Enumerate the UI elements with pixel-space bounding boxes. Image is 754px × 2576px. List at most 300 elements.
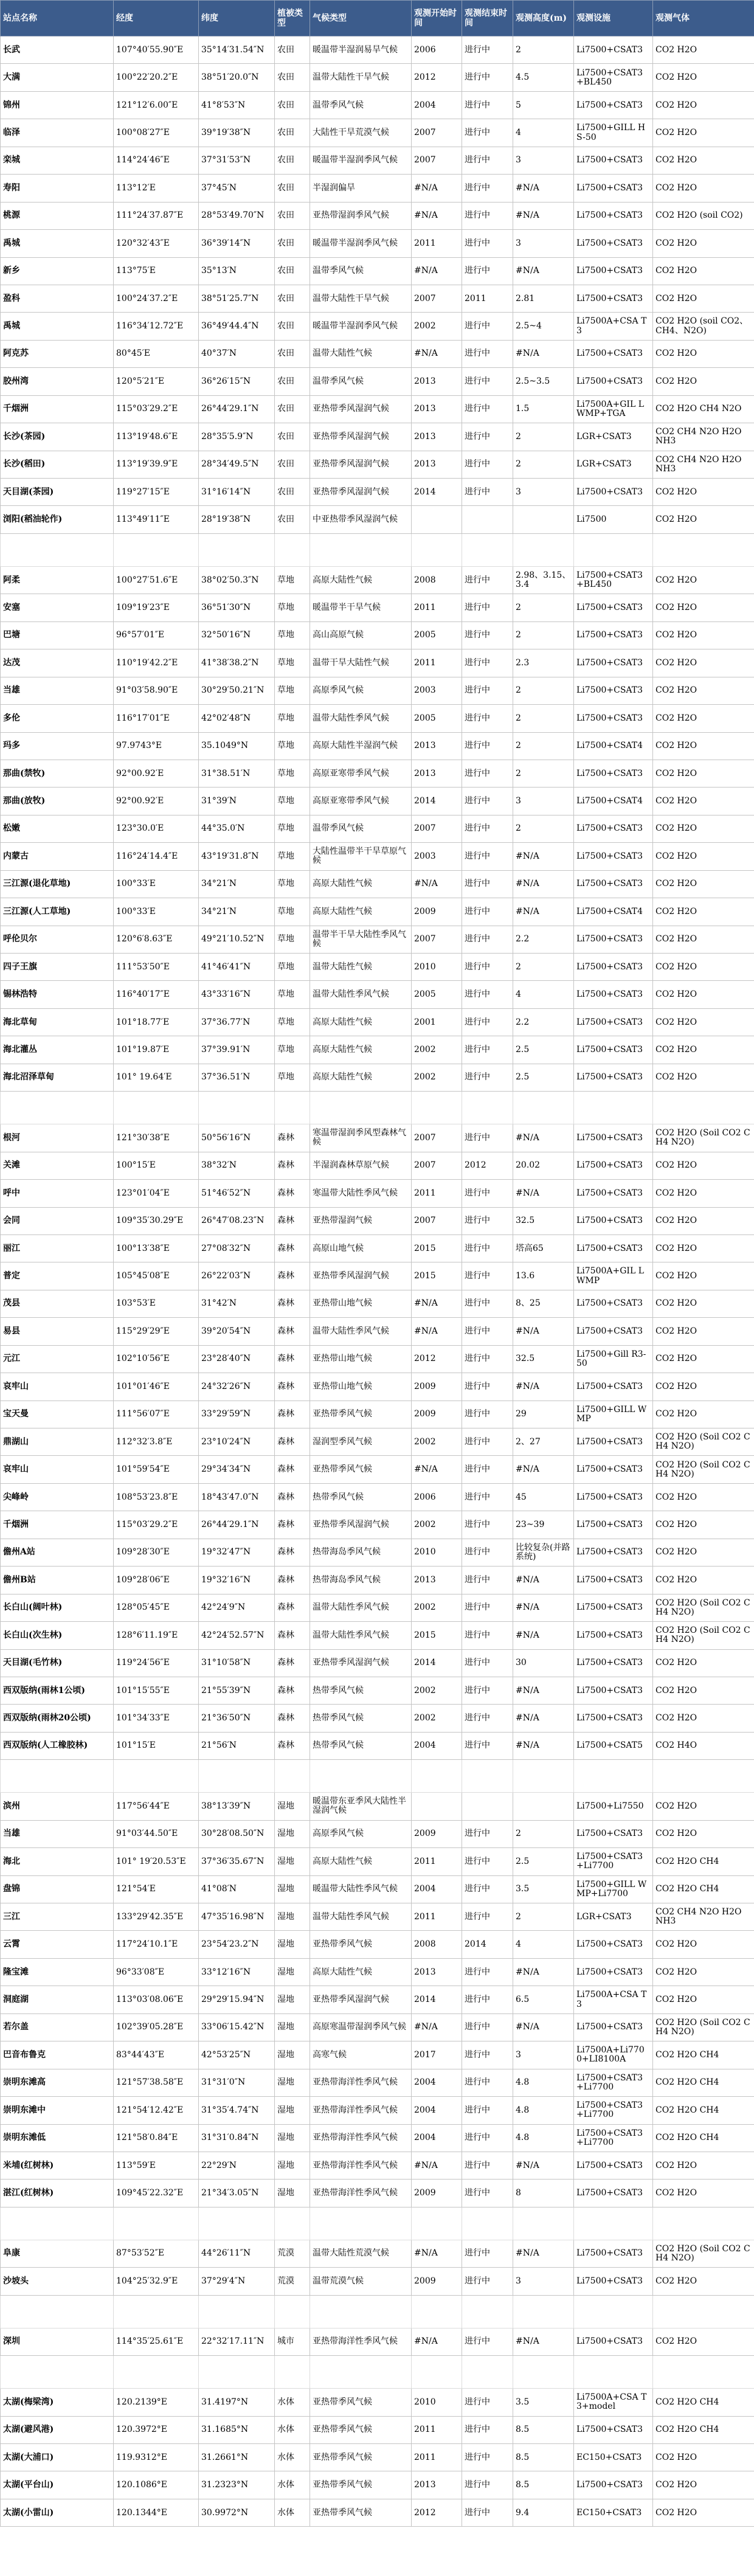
table-row xyxy=(1,677,754,704)
climate-cell: 温带大陆性气候 xyxy=(310,340,412,367)
climate-cell: 高原季风气候 xyxy=(310,677,412,704)
gases-cell: CO2 H2O CH4 xyxy=(653,2097,754,2124)
gases-cell: CO2 H2O xyxy=(653,340,754,367)
climate-cell: 温带干旱大陆性气候 xyxy=(310,649,412,677)
start-time-cell: 2006 xyxy=(412,36,462,64)
end-time-cell: 进行中 xyxy=(462,1124,513,1152)
vegetation-cell: 荒漠 xyxy=(275,2268,310,2295)
climate-cell: 温带季风气候 xyxy=(310,368,412,395)
vegetation-cell: 水体 xyxy=(275,2416,310,2443)
station-name-cell: 普定 xyxy=(1,1262,114,1290)
vegetation-cell: 湿地 xyxy=(275,1958,310,1986)
latitude-cell: 31°38.51′N xyxy=(199,760,275,787)
start-time-cell: 2014 xyxy=(412,1986,462,2013)
separator-cell xyxy=(275,1760,310,1793)
instruments-cell: Li7500+CSAT3 xyxy=(574,760,653,787)
table-row xyxy=(1,1036,754,1064)
table-row xyxy=(1,2152,754,2179)
latitude-cell: 36°51′30″N xyxy=(199,594,275,621)
instruments-cell: Li7500+CSAT3 xyxy=(574,368,653,395)
start-time-cell: 2010 xyxy=(412,2389,462,2416)
vegetation-cell: 草地 xyxy=(275,870,310,898)
start-time-cell: 2008 xyxy=(412,1931,462,1958)
end-time-cell: 进行中 xyxy=(462,36,513,64)
longitude-cell: 109°35′30.29″E xyxy=(114,1207,199,1234)
table-row xyxy=(1,1180,754,1207)
table-row xyxy=(1,649,754,677)
start-time-cell: 2011 xyxy=(412,1180,462,1207)
climate-cell: 温带大陆性干旱气候 xyxy=(310,64,412,91)
gases-cell: CO2 H2O CH4 xyxy=(653,2416,754,2443)
station-name-cell: 崇明东滩中 xyxy=(1,2097,114,2124)
instruments-cell: Li7500A+CSA T3 xyxy=(574,313,653,340)
gases-cell: CO2 H2O CH4 xyxy=(653,2041,754,2069)
end-time-cell: 进行中 xyxy=(462,368,513,395)
vegetation-cell: 湿地 xyxy=(275,1820,310,1847)
station-name-cell: 深圳 xyxy=(1,2328,114,2355)
height-cell: #N/A xyxy=(513,2152,574,2179)
climate-cell: 暖温带半湿润季风气候 xyxy=(310,230,412,257)
vegetation-cell: 森林 xyxy=(275,1594,310,1621)
height-cell: 5 xyxy=(513,91,574,119)
start-time-cell: 2015 xyxy=(412,1262,462,1290)
latitude-cell: 38°02′50.3″N xyxy=(199,566,275,594)
gases-cell: CO2 H2O xyxy=(653,870,754,898)
end-time-cell: 进行中 xyxy=(462,1820,513,1847)
station-name-cell: 太湖(避风港) xyxy=(1,2416,114,2443)
end-time-cell: 进行中 xyxy=(462,760,513,787)
separator-cell xyxy=(275,2207,310,2240)
gases-cell: CO2 H2O xyxy=(653,1318,754,1345)
longitude-cell: 116°40′17″E xyxy=(114,981,199,1008)
instruments-cell: Li7500+CSAT3 xyxy=(574,36,653,64)
separator-cell xyxy=(1,2295,114,2328)
start-time-cell: 2007 xyxy=(412,119,462,147)
station-name-cell: 长白山(阔叶林) xyxy=(1,1594,114,1621)
separator-cell xyxy=(653,1760,754,1793)
vegetation-cell: 草地 xyxy=(275,760,310,787)
vegetation-cell: 农田 xyxy=(275,119,310,147)
separator-cell xyxy=(513,2295,574,2328)
start-time-cell: 2003 xyxy=(412,677,462,704)
separator-cell xyxy=(513,2207,574,2240)
separator-cell xyxy=(412,1092,462,1124)
longitude-cell: 100°22′20.2″E xyxy=(114,64,199,91)
station-name-cell: 沙坡头 xyxy=(1,2268,114,2295)
height-cell: #N/A xyxy=(513,2240,574,2267)
end-time-cell: 进行中 xyxy=(462,1903,513,1931)
gases-cell: CO2 H2O xyxy=(653,1958,754,1986)
station-name-cell: 天目湖(茶园) xyxy=(1,479,114,506)
start-time-cell: 2002 xyxy=(412,1511,462,1539)
group-separator-row xyxy=(1,2207,754,2240)
gases-cell: CO2 H2O xyxy=(653,230,754,257)
height-cell: #N/A xyxy=(513,2013,574,2041)
vegetation-cell: 湿地 xyxy=(275,2097,310,2124)
longitude-cell: 102°10′56″E xyxy=(114,1345,199,1373)
vegetation-cell: 森林 xyxy=(275,1677,310,1704)
vegetation-cell: 城市 xyxy=(275,2328,310,2355)
end-time-cell: 进行中 xyxy=(462,119,513,147)
instruments-cell: Li7500+CSAT3 xyxy=(574,1567,653,1594)
climate-cell: 亚热带季风气候 xyxy=(310,2389,412,2416)
climate-cell: 高山高原气候 xyxy=(310,621,412,649)
start-time-cell: #N/A xyxy=(412,870,462,898)
longitude-cell: 92°00.92′E xyxy=(114,788,199,815)
station-name-cell: 盈科 xyxy=(1,285,114,312)
latitude-cell: 50°56′16″N xyxy=(199,1124,275,1152)
latitude-cell: 31°10′58″N xyxy=(199,1649,275,1677)
start-time-cell: 2011 xyxy=(412,1903,462,1931)
station-name-cell: 胶州湾 xyxy=(1,368,114,395)
instruments-cell: LGR+CSAT3 xyxy=(574,423,653,451)
climate-cell: 暖温带大陆性季风气候 xyxy=(310,1875,412,1903)
height-cell: 2.5 xyxy=(513,1848,574,1875)
instruments-cell: Li7500+CSAT3 xyxy=(574,1124,653,1152)
start-time-cell: 2003 xyxy=(412,843,462,870)
climate-cell: 高原大陆性气候 xyxy=(310,870,412,898)
instruments-cell: Li7500A+CSA T3+model xyxy=(574,2389,653,2416)
vegetation-cell: 森林 xyxy=(275,1373,310,1401)
end-time-cell: 进行中 xyxy=(462,1262,513,1290)
latitude-cell: 28°34′49.5″N xyxy=(199,451,275,478)
longitude-cell: 92°00.92′E xyxy=(114,760,199,787)
climate-cell: 亚热带季风湿润气候 xyxy=(310,479,412,506)
climate-cell: 高原大陆性气候 xyxy=(310,1848,412,1875)
end-time-cell: 进行中 xyxy=(462,705,513,732)
separator-cell xyxy=(412,1760,462,1793)
instruments-cell: Li7500A+Li770 0+LI8100A xyxy=(574,2041,653,2069)
height-cell: 3 xyxy=(513,788,574,815)
instruments-cell: Li7500+CSAT3 xyxy=(574,2268,653,2295)
latitude-cell: 41°08′N xyxy=(199,1875,275,1903)
gases-cell: CO2 H2O xyxy=(653,1234,754,1262)
climate-cell: 亚热带季风气候 xyxy=(310,1931,412,1958)
latitude-cell: 32°50′16″N xyxy=(199,621,275,649)
climate-cell: 湿润型季风气候 xyxy=(310,1428,412,1456)
separator-cell xyxy=(1,1760,114,1793)
end-time-cell: 进行中 xyxy=(462,1732,513,1759)
end-time-cell: 进行中 xyxy=(462,1036,513,1064)
station-name-cell: 呼中 xyxy=(1,1180,114,1207)
table-row xyxy=(1,1456,754,1483)
start-time-cell: 2015 xyxy=(412,1234,462,1262)
height-cell: 4.8 xyxy=(513,2069,574,2096)
table-row xyxy=(1,423,754,451)
station-name-cell: 三江源(人工草地) xyxy=(1,898,114,926)
end-time-cell: 进行中 xyxy=(462,1622,513,1649)
latitude-cell: 22°32′17.11″N xyxy=(199,2328,275,2355)
table-row xyxy=(1,1820,754,1847)
height-cell: 32.5 xyxy=(513,1207,574,1234)
end-time-cell: 进行中 xyxy=(462,230,513,257)
start-time-cell: 2012 xyxy=(412,64,462,91)
table-row xyxy=(1,1677,754,1704)
longitude-cell: 115°03′29.2″E xyxy=(114,395,199,423)
instruments-cell: Li7500+CSAT3 xyxy=(574,1594,653,1621)
vegetation-cell: 森林 xyxy=(275,1539,310,1566)
latitude-cell: 31.2323°N xyxy=(199,2471,275,2499)
instruments-cell: Li7500+CSAT3 xyxy=(574,1428,653,1456)
latitude-cell: 31°35′4.74″N xyxy=(199,2097,275,2124)
latitude-cell: 37°39.91′N xyxy=(199,1036,275,1064)
climate-cell: 温带大陆性季风气候 xyxy=(310,1622,412,1649)
vegetation-cell: 草地 xyxy=(275,926,310,953)
station-name-cell: 四子王旗 xyxy=(1,954,114,981)
gases-cell: CO2 H2O CH4 xyxy=(653,2124,754,2152)
climate-cell: 亚热带季风湿润气候 xyxy=(310,1511,412,1539)
table-row xyxy=(1,1373,754,1401)
table-row xyxy=(1,313,754,340)
end-time-cell: 进行中 xyxy=(462,395,513,423)
instruments-cell: Li7500+CSAT3 xyxy=(574,1008,653,1036)
longitude-cell: 119°24′56″E xyxy=(114,1649,199,1677)
climate-cell: 温带大陆性季风气候 xyxy=(310,1594,412,1621)
table-row xyxy=(1,981,754,1008)
latitude-cell: 30°28′08.50″N xyxy=(199,1820,275,1847)
table-row xyxy=(1,594,754,621)
separator-cell xyxy=(275,2356,310,2389)
climate-cell: 亚热带季风气候 xyxy=(310,2416,412,2443)
vegetation-cell: 水体 xyxy=(275,2499,310,2526)
separator-cell xyxy=(653,2207,754,2240)
height-cell: 4.8 xyxy=(513,2097,574,2124)
vegetation-cell: 森林 xyxy=(275,1124,310,1152)
station-name-cell: 海北灌丛 xyxy=(1,1036,114,1064)
vegetation-cell: 草地 xyxy=(275,815,310,842)
vegetation-cell: 草地 xyxy=(275,677,310,704)
longitude-cell: 101°19.87′E xyxy=(114,1036,199,1064)
start-time-cell: 2009 xyxy=(412,898,462,926)
climate-cell: 暖温带半湿润季风气候 xyxy=(310,313,412,340)
gases-cell: CO2 H2O xyxy=(653,1677,754,1704)
vegetation-cell: 湿地 xyxy=(275,2180,310,2207)
station-name-cell: 三江 xyxy=(1,1903,114,1931)
table-row xyxy=(1,1931,754,1958)
height-cell: 2 xyxy=(513,451,574,478)
start-time-cell: 2007 xyxy=(412,1207,462,1234)
longitude-cell: 101°15′55″E xyxy=(114,1677,199,1704)
table-row xyxy=(1,705,754,732)
gases-cell: CO2 H2O xyxy=(653,1931,754,1958)
group-separator-row xyxy=(1,2295,754,2328)
table-row xyxy=(1,1345,754,1373)
station-name-cell: 海北沼泽草甸 xyxy=(1,1064,114,1091)
longitude-cell: 97.9743°E xyxy=(114,732,199,760)
latitude-cell: 38°13′39″N xyxy=(199,1793,275,1820)
table-row xyxy=(1,2471,754,2499)
table-row xyxy=(1,2180,754,2207)
instruments-cell: Li7500 xyxy=(574,506,653,533)
vegetation-cell: 草地 xyxy=(275,1036,310,1064)
longitude-cell: 121°58′0.84″E xyxy=(114,2124,199,2152)
start-time-cell: 2013 xyxy=(412,1567,462,1594)
separator-cell xyxy=(310,2356,412,2389)
latitude-cell: 33°06′15.42″N xyxy=(199,2013,275,2041)
longitude-cell: 120.2139°E xyxy=(114,2389,199,2416)
latitude-cell: 26°44′29.1″N xyxy=(199,1511,275,1539)
header-climate-type: 气候类型 xyxy=(310,1,412,36)
latitude-cell: 34°21′N xyxy=(199,870,275,898)
table-row xyxy=(1,257,754,285)
instruments-cell: Li7500+CSAT3 xyxy=(574,1207,653,1234)
gases-cell: CO2 H2O xyxy=(653,1649,754,1677)
start-time-cell: 2013 xyxy=(412,423,462,451)
longitude-cell: 100°13′38″E xyxy=(114,1234,199,1262)
table-body xyxy=(1,36,754,2527)
table-row xyxy=(1,732,754,760)
station-name-cell: 根河 xyxy=(1,1124,114,1152)
end-time-cell: 进行中 xyxy=(462,1207,513,1234)
instruments-cell: Li7500+CSAT3 xyxy=(574,1511,653,1539)
height-cell: 6.5 xyxy=(513,1986,574,2013)
end-time-cell: 进行中 xyxy=(462,1401,513,1428)
climate-cell: 中亚热带季风湿润气候 xyxy=(310,506,412,533)
longitude-cell: 123°30.0′E xyxy=(114,815,199,842)
vegetation-cell: 农田 xyxy=(275,395,310,423)
height-cell: #N/A xyxy=(513,1677,574,1704)
table-row xyxy=(1,1622,754,1649)
height-cell: 1.5 xyxy=(513,395,574,423)
latitude-cell: 30.9972°N xyxy=(199,2499,275,2526)
start-time-cell: 2002 xyxy=(412,1036,462,1064)
end-time-cell: 进行中 xyxy=(462,649,513,677)
start-time-cell: 2004 xyxy=(412,1875,462,1903)
latitude-cell: 42°02′48″N xyxy=(199,705,275,732)
gases-cell: CO2 H2O xyxy=(653,36,754,64)
instruments-cell: Li7500+CSAT3 +Li7700 xyxy=(574,2069,653,2096)
longitude-cell: 128°05′45″E xyxy=(114,1594,199,1621)
start-time-cell xyxy=(412,1793,462,1820)
height-cell: 2.2 xyxy=(513,1008,574,1036)
separator-cell xyxy=(574,1092,653,1124)
vegetation-cell: 水体 xyxy=(275,2444,310,2471)
gases-cell: CO2 H2O xyxy=(653,1793,754,1820)
start-time-cell: 2014 xyxy=(412,788,462,815)
climate-cell: 温带大陆性季风气候 xyxy=(310,981,412,1008)
end-time-cell: 进行中 xyxy=(462,2416,513,2443)
climate-cell: 热带季风气候 xyxy=(310,1732,412,1759)
station-name-cell: 那曲(放牧) xyxy=(1,788,114,815)
longitude-cell: 109°45′22.32″E xyxy=(114,2180,199,2207)
gases-cell: CO2 H2O xyxy=(653,1290,754,1317)
table-row xyxy=(1,1064,754,1091)
height-cell: #N/A xyxy=(513,1318,574,1345)
table-row xyxy=(1,1567,754,1594)
height-cell: 3 xyxy=(513,147,574,174)
station-name-cell: 崇明东滩高 xyxy=(1,2069,114,2096)
climate-cell: 亚热带山地气候 xyxy=(310,1345,412,1373)
table-row xyxy=(1,1986,754,2013)
separator-cell xyxy=(1,1092,114,1124)
start-time-cell: 2017 xyxy=(412,2041,462,2069)
start-time-cell: 2011 xyxy=(412,594,462,621)
longitude-cell: 121°12′6.00″E xyxy=(114,91,199,119)
longitude-cell: 109°19′23″E xyxy=(114,594,199,621)
station-name-cell: 新乡 xyxy=(1,257,114,285)
instruments-cell: Li7500+CSAT3 xyxy=(574,2471,653,2499)
longitude-cell: 83°44′43″E xyxy=(114,2041,199,2069)
height-cell: #N/A xyxy=(513,1456,574,1483)
instruments-cell: Li7500+GILL WMP+Li7700 xyxy=(574,1875,653,1903)
height-cell: 2 xyxy=(513,705,574,732)
table-row xyxy=(1,1903,754,1931)
longitude-cell: 115°29′29″E xyxy=(114,1318,199,1345)
latitude-cell: 42°53′25″N xyxy=(199,2041,275,2069)
latitude-cell: 33°29′59″N xyxy=(199,1401,275,1428)
instruments-cell: Li7500+CSAT3 xyxy=(574,2416,653,2443)
separator-cell xyxy=(574,1760,653,1793)
climate-cell: 高原大陆性气候 xyxy=(310,1036,412,1064)
table-row xyxy=(1,1732,754,1759)
vegetation-cell: 森林 xyxy=(275,1152,310,1179)
climate-cell: 亚热带海洋性季风气候 xyxy=(310,2069,412,2096)
table-row xyxy=(1,147,754,174)
start-time-cell: 2013 xyxy=(412,395,462,423)
end-time-cell: 进行中 xyxy=(462,815,513,842)
separator-cell xyxy=(275,533,310,566)
start-time-cell: 2007 xyxy=(412,285,462,312)
station-name-cell: 盘锦 xyxy=(1,1875,114,1903)
height-cell: 2 xyxy=(513,621,574,649)
height-cell: 3 xyxy=(513,2041,574,2069)
table-row xyxy=(1,1262,754,1290)
longitude-cell: 100°33′E xyxy=(114,898,199,926)
longitude-cell: 101° 19′20.53″E xyxy=(114,1848,199,1875)
latitude-cell: 41°8′53″N xyxy=(199,91,275,119)
instruments-cell: Li7500+CSAT3 xyxy=(574,2240,653,2267)
height-cell: #N/A xyxy=(513,898,574,926)
instruments-cell: Li7500+CSAT3 xyxy=(574,1180,653,1207)
vegetation-cell: 草地 xyxy=(275,898,310,926)
gases-cell: CO2 H2O xyxy=(653,1986,754,2013)
gases-cell: CO2 H2O xyxy=(653,1180,754,1207)
gases-cell: CO2 H2O xyxy=(653,566,754,594)
gases-cell: CO2 H2O xyxy=(653,898,754,926)
start-time-cell: #N/A xyxy=(412,1318,462,1345)
instruments-cell: Li7500+CSAT3 xyxy=(574,843,653,870)
gases-cell: CO2 H2O xyxy=(653,705,754,732)
start-time-cell: 2005 xyxy=(412,621,462,649)
start-time-cell: #N/A xyxy=(412,1290,462,1317)
gases-cell: CO2 H2O xyxy=(653,1036,754,1064)
latitude-cell: 19°32′16″N xyxy=(199,1567,275,1594)
start-time-cell: 2010 xyxy=(412,954,462,981)
gases-cell: CO2 H2O xyxy=(653,1820,754,1847)
table-row xyxy=(1,2097,754,2124)
station-name-cell: 禹城 xyxy=(1,230,114,257)
station-name-cell: 玛多 xyxy=(1,732,114,760)
start-time-cell: 2013 xyxy=(412,732,462,760)
start-time-cell: 2011 xyxy=(412,2416,462,2443)
start-time-cell: #N/A xyxy=(412,2013,462,2041)
start-time-cell: 2004 xyxy=(412,1732,462,1759)
table-row xyxy=(1,1594,754,1621)
separator-cell xyxy=(412,2356,462,2389)
table-row xyxy=(1,1875,754,1903)
climate-cell: 高原寒温带湿润季风气候 xyxy=(310,2013,412,2041)
separator-cell xyxy=(310,1092,412,1124)
table-row xyxy=(1,1008,754,1036)
vegetation-cell: 荒漠 xyxy=(275,2240,310,2267)
climate-cell: 温带大陆性气候 xyxy=(310,954,412,981)
climate-cell: 高原大陆性气候 xyxy=(310,1064,412,1091)
vegetation-cell: 草地 xyxy=(275,843,310,870)
longitude-cell: 101°18.77′E xyxy=(114,1008,199,1036)
gases-cell: CO2 H2O CH4 xyxy=(653,2389,754,2416)
end-time-cell: 进行中 xyxy=(462,926,513,953)
end-time-cell: 进行中 xyxy=(462,1234,513,1262)
